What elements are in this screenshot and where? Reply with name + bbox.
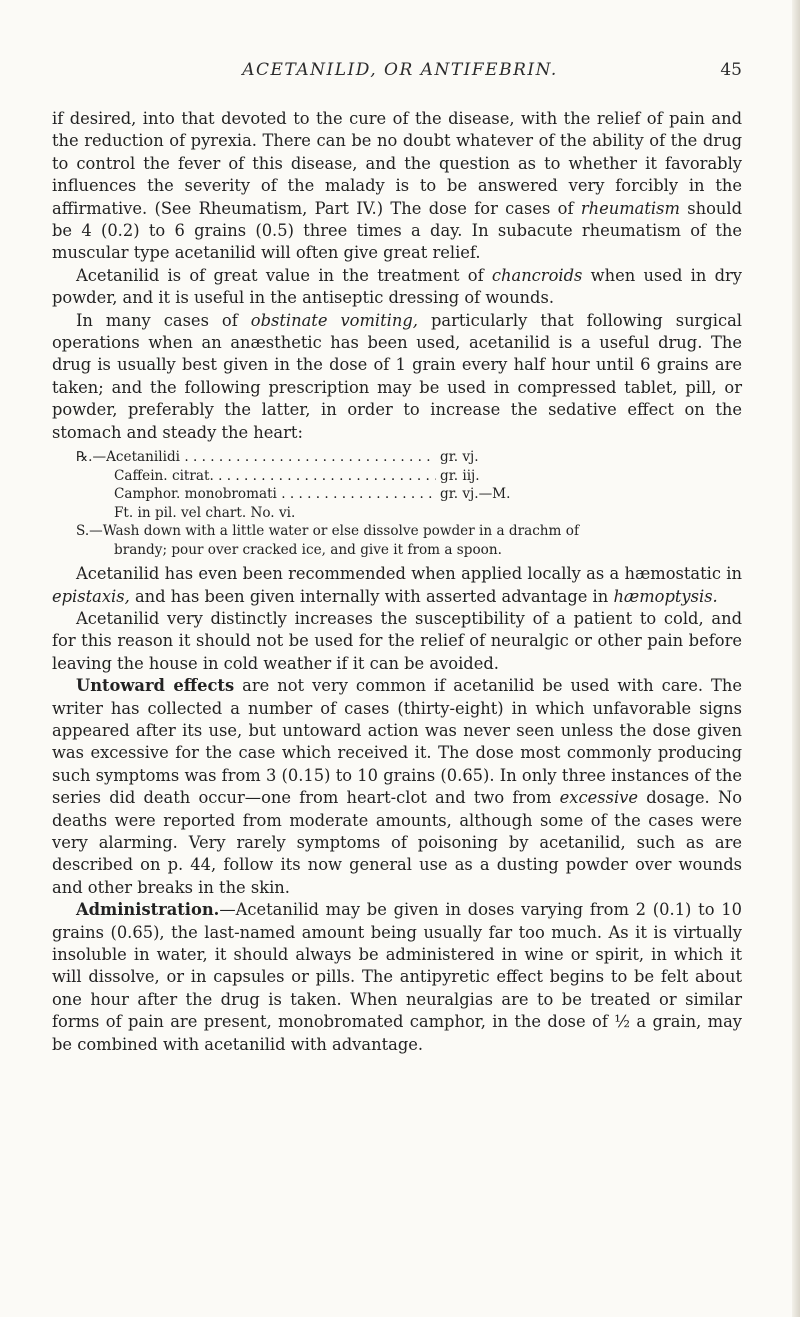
prescription-amount: gr. vj.—M. xyxy=(440,486,511,503)
body-text xyxy=(52,108,742,1056)
prescription-signa-continued: brandy; pour over cracked ice, and give it from a spoon. xyxy=(114,541,502,558)
prescription-signa: S.—Wash down with a little water or else dissolve powder in a drachm of xyxy=(76,523,579,540)
running-head: ACETANILID, OR ANTIFEBRIN. xyxy=(242,60,558,80)
page-number: 45 xyxy=(720,60,742,80)
paragraph-text: and has been given internally with asserted advantage in xyxy=(129,586,614,606)
paragraph-text: when used in dry powder, and it is useful in the antiseptic dressing of wounds. xyxy=(52,265,742,308)
paragraph-text: should be 4 (0.2) to 6 grains (0.5) three times a day. In subacute rheumatism of the muscular type acetanilid will often give great relief. xyxy=(52,198,743,263)
paragraph-text: —Acetanilid may be given in doses varying from 2 (0.1) to 10 grains (0.65), the last-named amount being usually far too much. As it is virtually insoluble in water, it should always be administered in wine or spirit, in which it will dissolve, or in capsules or pills. The antipyretic effect begins to be felt about one hour after the drug is taken. When neuralgias are to be treated or similar forms of pain are present, monobromated camphor, in the dose of ½ a grain, may be combined with acetanilid with advantage. xyxy=(52,900,742,1054)
paragraph-cold-susceptibility xyxy=(52,608,742,675)
paragraph-text: particularly that following surgical operations when an anæsthetic has been used, acetanilid is a useful drug. The drug is usually best given in the dose of 1 grain every half hour until 6 grains are taken; and the following prescription may be used in compressed tablet, pill, or powder, preferably the latter, in order to increase the sedative effect on the stomach and steady the heart: xyxy=(52,310,742,442)
prescription-drug: Caffein. citrat. . . . xyxy=(114,467,436,486)
paragraph-rheumatism xyxy=(52,108,742,265)
emphasis: rheumatism xyxy=(580,198,680,218)
paragraph-text: Acetanilid very distinctly increases the susceptibility of a patient to cold, and for this reason it should not be used for the relief of neuralgic or other pain before leaving the house in cold weather if it can be avoided. xyxy=(52,608,742,673)
section-lead: Untoward effects xyxy=(76,676,235,696)
paragraph-vomiting xyxy=(52,310,742,444)
emphasis: excessive xyxy=(559,788,638,808)
prescription-amount: gr. vj. xyxy=(440,449,479,466)
prescription-amount: gr. iij. xyxy=(440,467,480,484)
prescription-block xyxy=(52,448,742,559)
paragraph-text: dosage. No deaths were reported from moderate amounts, although some of the cases were very alarming. Very rarely symptoms of poisoning by acetanilid, such as are described on p. 44, follow its now general use as a dusting powder over wounds and other breaks in the skin. xyxy=(52,788,742,897)
paragraph-text: Acetanilid is of great value in the treatment of xyxy=(76,265,492,285)
prescription-line xyxy=(52,448,742,467)
prescription-drug: Camphor. monobromati . . . xyxy=(114,485,436,504)
prescription-drug: ℞.—Acetanilidi . . . xyxy=(76,448,436,467)
page-header xyxy=(0,60,800,90)
emphasis: epistaxis, xyxy=(52,586,130,606)
prescription-line xyxy=(52,485,742,504)
paragraph-untoward-effects xyxy=(52,675,742,899)
paragraph-text: are not very common if acetanilid be used with care. The writer has collected a number of cases (thirty-eight) in which unfavorable signs appeared after its use, but untoward action was never seen unless the dose given was excessive for the case which received it. The dose most commonly producing such symptoms was from 3 (0.15) to 10 grains (0.65). In only three instances of the series did death occur—one from heart-clot and two from xyxy=(52,676,742,808)
prescription-line xyxy=(52,467,742,486)
paragraph-text: if desired, into that devoted to the cure of the disease, with the relief of pain and the reduction of pyrexia. There can be no doubt whatever of the ability of the drug to control the fever of this disease, and the question as to whether it favorably influences the severity of the malady is to be answered very forcibly in the affirmative. (See Rheumatism, Part IV.) The dose for cases of xyxy=(52,109,742,218)
emphasis: chancroids xyxy=(491,265,583,285)
page-edge-shadow xyxy=(792,0,800,1317)
paragraph-hemostatic xyxy=(52,563,742,608)
section-lead: Administration. xyxy=(76,900,220,920)
paragraph-chancroids xyxy=(52,265,742,310)
paragraph-text: Acetanilid has even been recommended when applied locally as a hæmostatic in xyxy=(76,564,742,584)
emphasis: hæmoptysis. xyxy=(613,586,718,606)
paragraph-administration xyxy=(52,899,742,1056)
prescription-formula: Ft. in pil. vel chart. No. vi. xyxy=(114,504,296,521)
paragraph-text: In many cases of xyxy=(76,310,251,330)
emphasis: obstinate vomiting, xyxy=(250,310,418,330)
